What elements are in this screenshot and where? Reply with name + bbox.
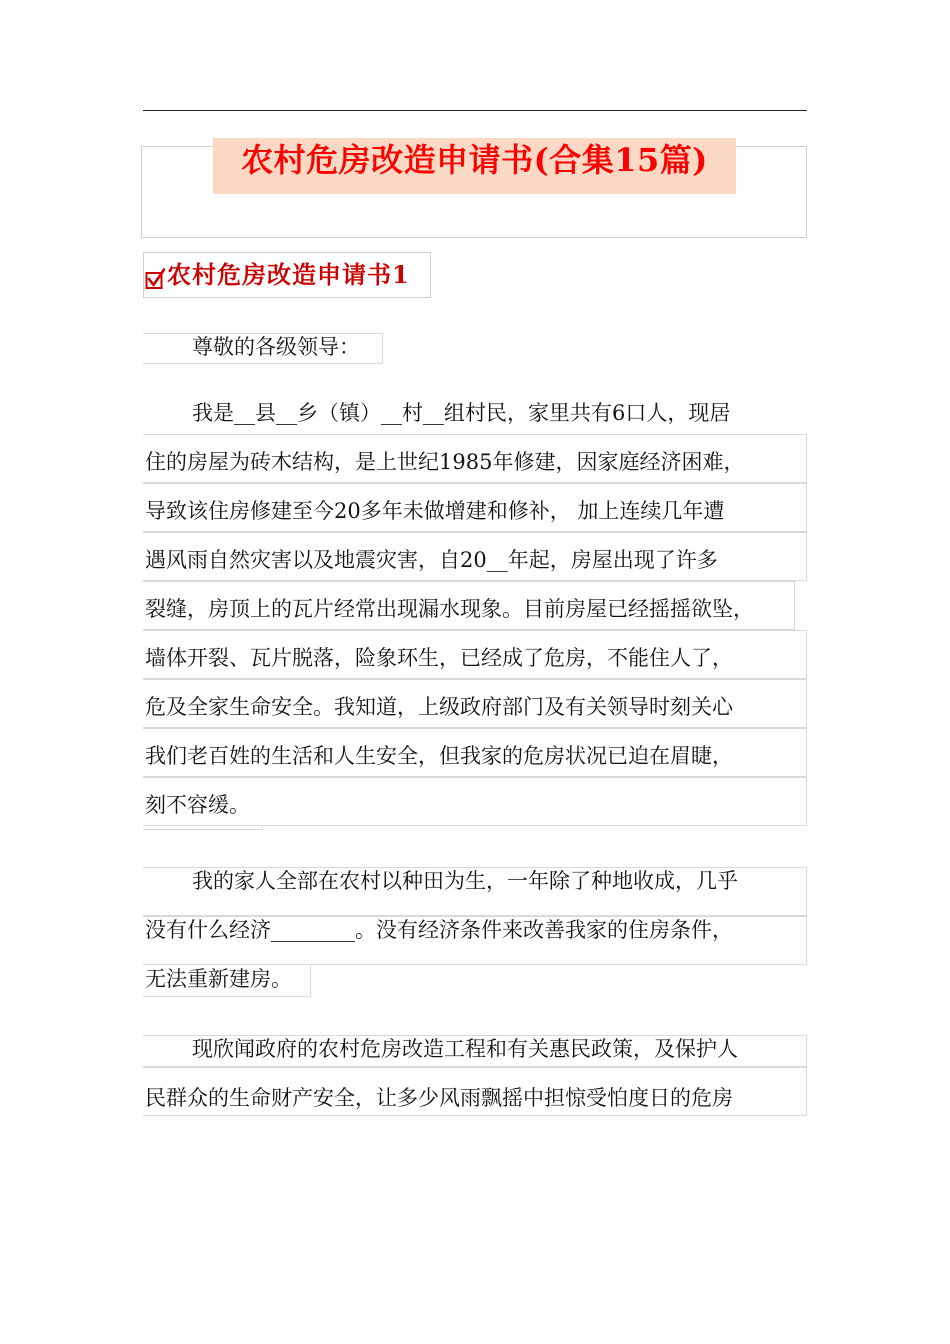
paragraph-frame bbox=[143, 826, 263, 830]
text-line: 导致该住房修建至今20多年未做增建和修补， 加上连续几年遭 bbox=[145, 499, 725, 523]
text-line: 我的家人全部在农村以种田为生，一年除了种地收成，几乎 bbox=[192, 869, 738, 893]
text-line: 住的房屋为砖木结构，是上世纪1985年修建，因家庭经济困难， bbox=[145, 450, 745, 474]
text-line: 裂缝，房顶上的瓦片经常出现漏水现象。目前房屋已经摇摇欲坠， bbox=[145, 597, 754, 621]
text-line: 遇风雨自然灾害以及地震灾害，自20__年起，房屋出现了许多 bbox=[145, 548, 718, 572]
text-line: 无法重新建房。 bbox=[145, 967, 292, 991]
checkbox-checked-icon bbox=[145, 268, 165, 290]
text-line: 危及全家生命安全。我知道，上级政府部门及有关领导时刻关心 bbox=[145, 695, 733, 719]
text-line: 民群众的生命财产安全，让多少风雨飘摇中担惊受怕度日的危房 bbox=[145, 1086, 733, 1110]
text-line: 现欣闻政府的农村危房改造工程和有关惠民政策，及保护人 bbox=[192, 1037, 738, 1061]
text-line: 刻不容缓。 bbox=[145, 793, 250, 817]
text-line: 我是__县__乡（镇）__村__组村民，家里共有6口人，现居 bbox=[192, 401, 731, 425]
salutation: 尊敬的各级领导： bbox=[192, 335, 360, 359]
text-line: 我们老百姓的生活和人生安全，但我家的危房状况已迫在眉睫， bbox=[145, 744, 733, 768]
page-title: 农村危房改造申请书(合集15篇) bbox=[213, 138, 736, 194]
text-line: 墙体开裂、瓦片脱落，险象环生，已经成了危房，不能住人了， bbox=[145, 646, 733, 670]
top-rule bbox=[143, 110, 807, 111]
text-line: 没有什么经济________。没有经济条件来改善我家的住房条件， bbox=[145, 918, 733, 942]
section-heading: 农村危房改造申请书1 bbox=[167, 260, 410, 289]
